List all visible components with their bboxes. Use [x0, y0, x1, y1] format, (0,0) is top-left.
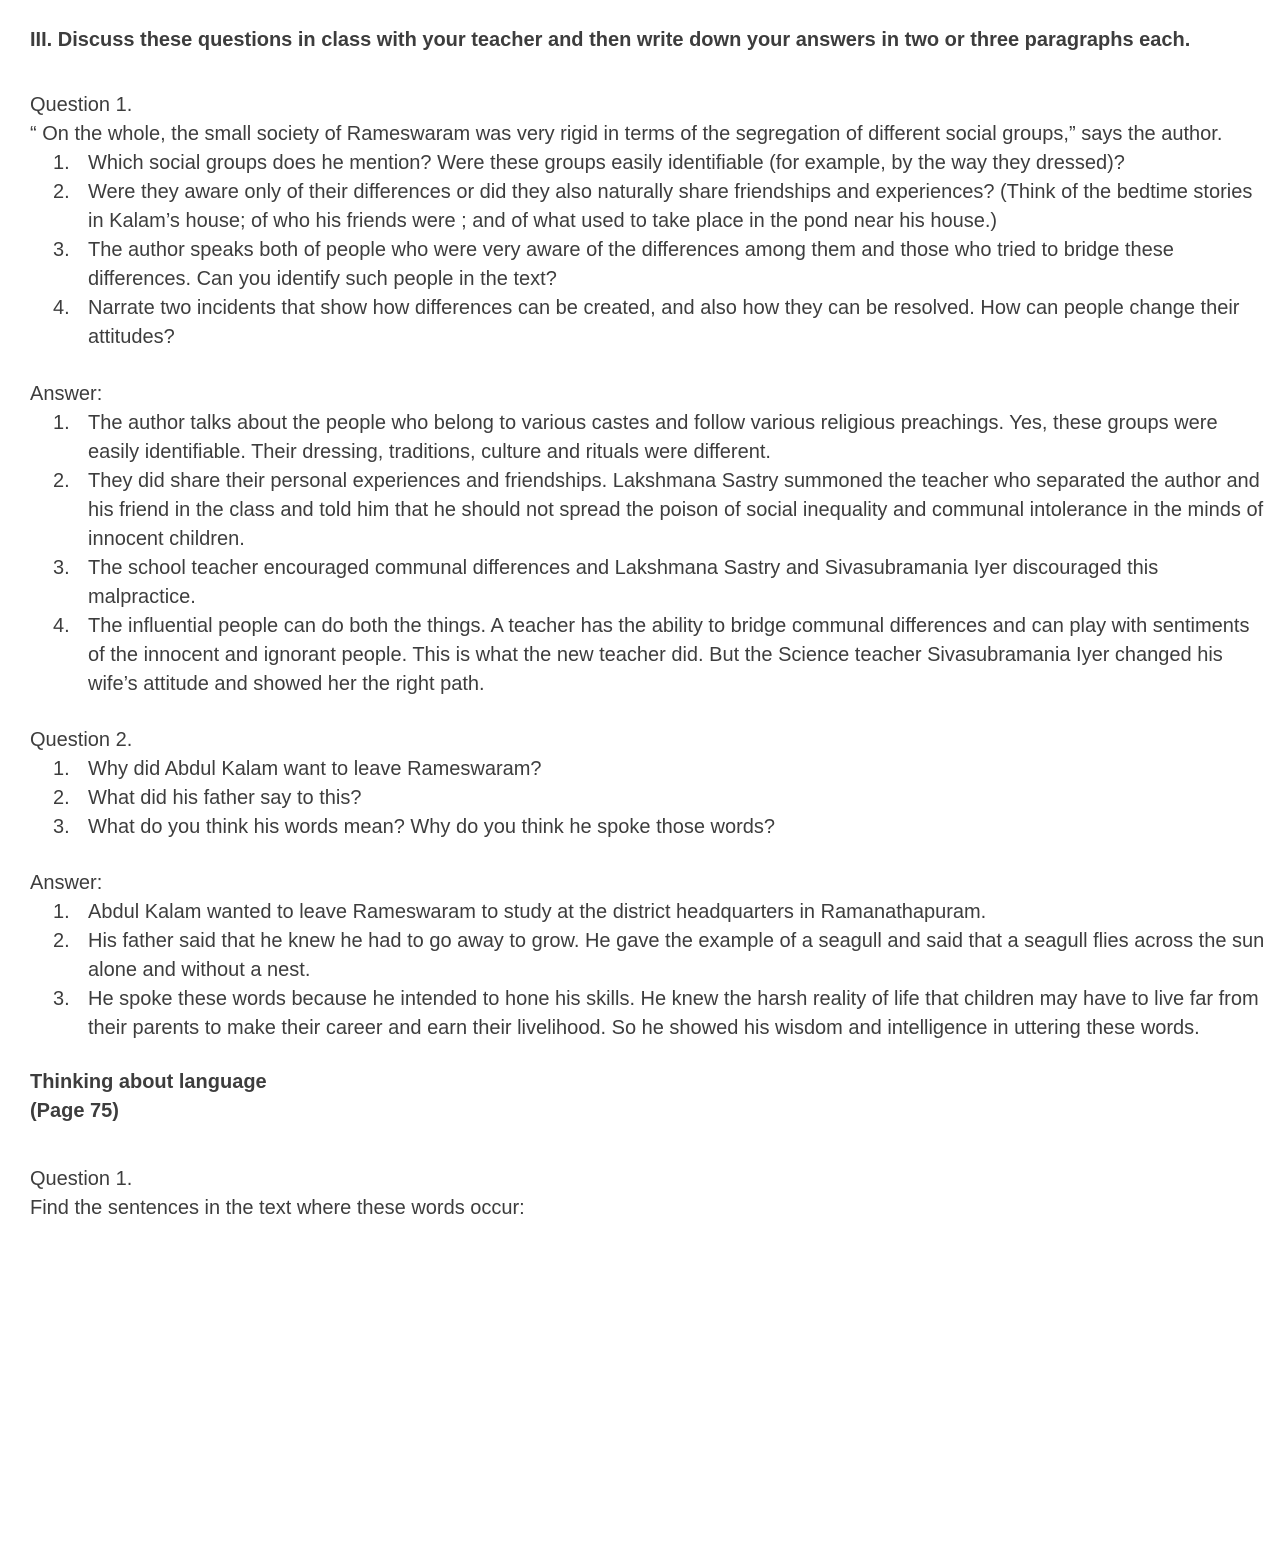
- assignment-heading: III. Discuss these questions in class with your teacher and then write down your answers in two or three paragraphs each.: [30, 29, 1191, 51]
- question-2-list: [30, 755, 1267, 842]
- question-1-section: [30, 91, 1267, 149]
- answer-item-text: The author talks about the people who belong to various castes and follow various religious preachings. Yes, these groups were easily identifiable. Their dressing, traditions, culture and rituals were different.: [88, 412, 1218, 463]
- answer-item: [53, 554, 1267, 612]
- answer-item-text: The school teacher encouraged communal differences and Lakshmana Sastry and Sivasubramania Iyer discouraged this malpractice.: [88, 557, 1159, 608]
- answer-item: [53, 985, 1267, 1043]
- question-item: [53, 813, 1267, 842]
- thinking-about-language-section: [30, 1068, 1267, 1126]
- question-item: [53, 294, 1267, 352]
- list-number: 3.: [53, 239, 70, 261]
- answer-item: [53, 409, 1267, 467]
- list-number: 4.: [53, 297, 70, 319]
- question-1-label: Question 1.: [30, 94, 133, 116]
- list-number: 3.: [53, 988, 70, 1010]
- answer-item-text: They did share their personal experiences and friendships. Lakshmana Sastry summoned the teacher who separated the author and his friend in the class and told him that he should not spread the poison of social inequality and communal intolerance in the minds of innocent children.: [88, 470, 1264, 550]
- answer-item-text: The influential people can do both the things. A teacher has the ability to bridge communal differences and can play with sentiments of the innocent and ignorant people. This is what the new teacher did. But the Science teacher Sivasubramania Iyer changed his wife’s attitude and showed her the right path.: [88, 615, 1250, 695]
- answer-2-list: [30, 898, 1267, 1043]
- question-item-text: Narrate two incidents that show how differences can be created, and also how they can be resolved. How can people change their attitudes?: [88, 297, 1240, 348]
- list-number: 2.: [53, 181, 70, 203]
- answer-item-text: He spoke these words because he intended to hone his skills. He knew the harsh reality of life that children may have to live far from their parents to make their career and earn their livelihood. So he showed his wisdom and intelligence in uttering these words.: [88, 988, 1259, 1039]
- question-1-list: [30, 149, 1267, 352]
- question-1b-section: [30, 1165, 1267, 1223]
- question-item-text: Which social groups does he mention? Were these groups easily identifiable (for example, by the way they dressed)?: [88, 152, 1125, 174]
- page-reference: (Page 75): [30, 1100, 119, 1122]
- list-number: 1.: [53, 152, 70, 174]
- question-item: [53, 755, 1267, 784]
- list-number: 2.: [53, 470, 70, 492]
- question-1b-label: Question 1.: [30, 1168, 133, 1190]
- find-sentences-prompt: Find the sentences in the text where these words occur:: [30, 1197, 525, 1219]
- question-item-text: Were they aware only of their differences or did they also naturally share friendships and experiences? (Think of the bedtime stories in Kalam’s house; of who his friends were ; and of what used to take place in the pond near his house.): [88, 181, 1253, 232]
- question-item-text: What do you think his words mean? Why do you think he spoke those words?: [88, 816, 776, 838]
- question-item: [53, 149, 1267, 178]
- list-number: 3.: [53, 816, 70, 838]
- answer-2-label: Answer:: [30, 872, 103, 894]
- question-2-label: Question 2.: [30, 729, 133, 751]
- question-item: [53, 784, 1267, 813]
- question-item: [53, 236, 1267, 294]
- answer-1-label: Answer:: [30, 383, 103, 405]
- thinking-about-language-title: Thinking about language: [30, 1071, 267, 1093]
- answer-item: [53, 927, 1267, 985]
- answer-item: [53, 612, 1267, 699]
- answer-item-text: His father said that he knew he had to go away to grow. He gave the example of a seagull and said that a seagull flies across the sun alone and without a nest.: [88, 930, 1265, 981]
- list-number: 4.: [53, 615, 70, 637]
- list-number: 1.: [53, 758, 70, 780]
- question-item-text: What did his father say to this?: [88, 787, 362, 809]
- list-number: 1.: [53, 412, 70, 434]
- answer-item-text: Abdul Kalam wanted to leave Rameswaram to study at the district headquarters in Ramanathapuram.: [88, 901, 987, 923]
- answer-item: [53, 898, 1267, 927]
- question-item-text: The author speaks both of people who were very aware of the differences among them and those who tried to bridge these differences. Can you identify such people in the text?: [88, 239, 1174, 290]
- question-item: [53, 178, 1267, 236]
- question-1-quote: “ On the whole, the small society of Rameswaram was very rigid in terms of the segregation of different social groups,” says the author.: [30, 123, 1223, 145]
- list-number: 1.: [53, 901, 70, 923]
- question-item-text: Why did Abdul Kalam want to leave Rameswaram?: [88, 758, 542, 780]
- answer-1-list: [30, 409, 1267, 699]
- list-number: 2.: [53, 930, 70, 952]
- list-number: 2.: [53, 787, 70, 809]
- answer-item: [53, 467, 1267, 554]
- list-number: 3.: [53, 557, 70, 579]
